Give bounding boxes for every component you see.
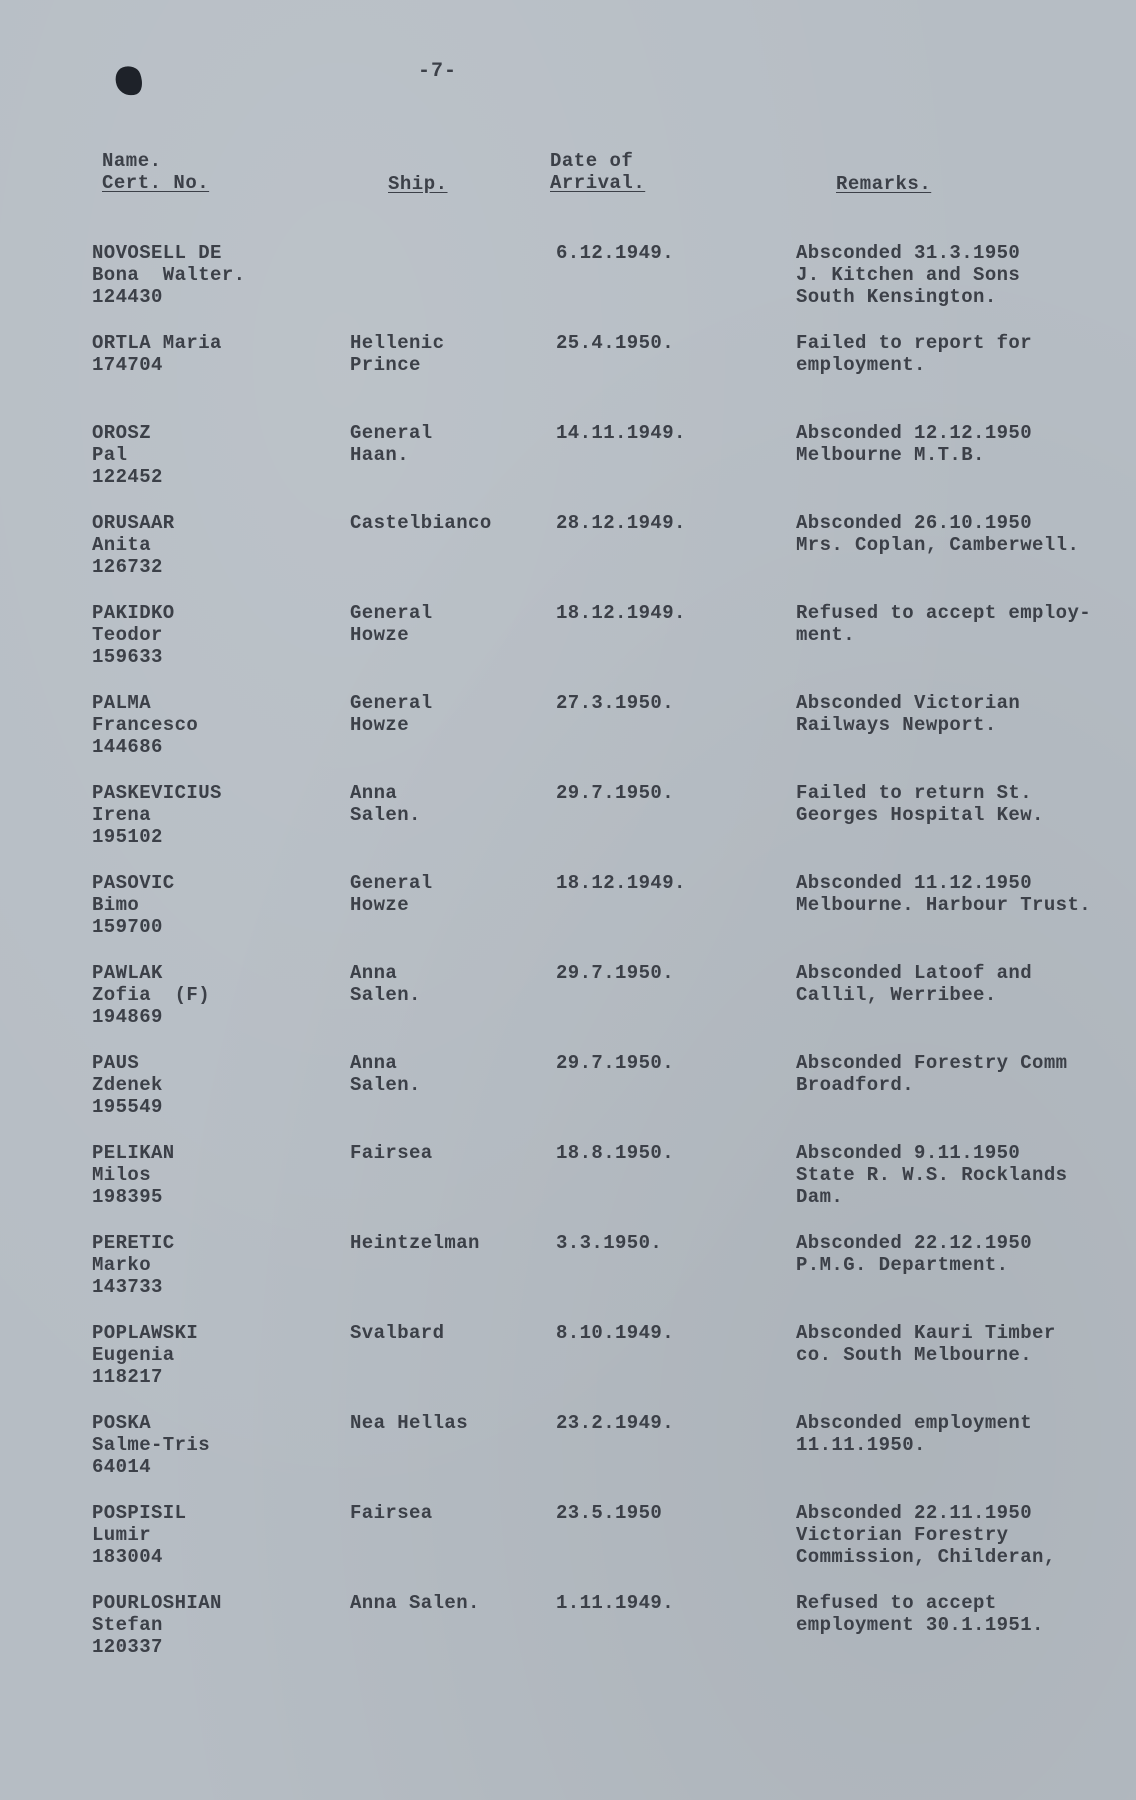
entry-remarks-line: Absconded 26.10.1950 — [796, 512, 1033, 534]
entry-name-cert-line: Anita — [92, 534, 152, 556]
entry-row — [0, 692, 1136, 782]
entry-remarks-line: Absconded Latoof and — [796, 962, 1033, 984]
entry-arrival-date: 8.10.1949. — [556, 1322, 675, 1344]
entry-row — [0, 1412, 1136, 1502]
entry-name-cert-line: PALMA — [92, 692, 152, 714]
header-ship-label: Ship. — [388, 173, 448, 195]
entry-remarks-line: Georges Hospital Kew. — [796, 804, 1044, 826]
entry-ship-line: Prince — [350, 354, 421, 376]
entry-remarks-line: employment 30.1.1951. — [796, 1614, 1044, 1636]
entry-remarks-line: Melbourne. Harbour Trust. — [796, 894, 1092, 916]
entry-name-cert-line: Milos — [92, 1164, 152, 1186]
entry-name-cert-line: Zofia (F) — [92, 984, 211, 1006]
entry-row — [0, 1322, 1136, 1412]
entry-remarks-line: Refused to accept — [796, 1592, 997, 1614]
entry-name-cert-line: 144686 — [92, 736, 163, 758]
entry-name-cert-line: POSPISIL — [92, 1502, 187, 1524]
entry-name-cert-line: Marko — [92, 1254, 152, 1276]
entry-name-cert-line: ORUSAAR — [92, 512, 175, 534]
entry-arrival-date: 28.12.1949. — [556, 512, 686, 534]
entry-row — [0, 1592, 1136, 1682]
entry-remarks — [796, 962, 1132, 1006]
entry-name-cert-line: 126732 — [92, 556, 163, 578]
header-arrival: Arrival. — [550, 172, 646, 194]
entry-ship-line: Salen. — [350, 804, 421, 826]
header-ship — [388, 173, 448, 195]
entry-arrival-date: 6.12.1949. — [556, 242, 675, 264]
entry-remarks-line: South Kensington. — [796, 286, 997, 308]
entry-ship-line: Salen. — [350, 984, 421, 1006]
entry-arrival-date: 27.3.1950. — [556, 692, 675, 714]
entry-remarks — [796, 1412, 1132, 1456]
entry-remarks-line: Failed to return St. — [796, 782, 1033, 804]
entry-row — [0, 962, 1136, 1052]
entry-remarks — [796, 1592, 1132, 1636]
entry-ship-line: Salen. — [350, 1074, 421, 1096]
entry-name-cert — [92, 1502, 332, 1568]
entry-name-cert-line: 194869 — [92, 1006, 163, 1028]
entry-name-cert-line: 195102 — [92, 826, 163, 848]
entry-ship-line: Nea Hellas — [350, 1412, 469, 1434]
entry-remarks-line: Absconded 31.3.1950 — [796, 242, 1021, 264]
entry-arrival-date: 29.7.1950. — [556, 1052, 675, 1074]
entry-ship-line: General — [350, 602, 433, 624]
entry-name-cert-line: POSKA — [92, 1412, 152, 1434]
entry-ship-line: Howze — [350, 894, 410, 916]
entry-ship-line: Haan. — [350, 444, 410, 466]
entry-ship — [350, 1052, 540, 1096]
entry-ship — [350, 962, 540, 1006]
entry-ship-line: Howze — [350, 624, 410, 646]
entry-ship-line: Howze — [350, 714, 410, 736]
entry-remarks-line: State R. W.S. Rocklands — [796, 1164, 1068, 1186]
entry-name-cert-line: PAUS — [92, 1052, 140, 1074]
entry-remarks-line: 11.11.1950. — [796, 1434, 926, 1456]
entry-remarks-line: J. Kitchen and Sons — [796, 264, 1021, 286]
entry-remarks-line: Absconded Kauri Timber — [796, 1322, 1056, 1344]
entry-remarks-line: Victorian Forestry — [796, 1524, 1009, 1546]
entry-ship-line: Castelbianco — [350, 512, 492, 534]
entry-name-cert-line: Lumir — [92, 1524, 152, 1546]
entry-name-cert — [92, 782, 332, 848]
entry-row — [0, 242, 1136, 332]
entry-row — [0, 872, 1136, 962]
entry-ship — [350, 1502, 540, 1524]
entry-name-cert — [92, 422, 332, 488]
entry-name-cert-line: 124430 — [92, 286, 163, 308]
entry-arrival-date: 29.7.1950. — [556, 962, 675, 984]
entry-ship-line: Svalbard — [350, 1322, 445, 1344]
entry-arrival-date: 25.4.1950. — [556, 332, 675, 354]
page-number: -7- — [418, 60, 458, 83]
entry-remarks-line: co. South Melbourne. — [796, 1344, 1033, 1366]
entry-name-cert-line: Bona Walter. — [92, 264, 246, 286]
entry-remarks-line: Railways Newport. — [796, 714, 997, 736]
entry-name-cert — [92, 1412, 332, 1478]
entry-name-cert-line: POPLAWSKI — [92, 1322, 199, 1344]
entry-row — [0, 1052, 1136, 1142]
entry-remarks-line: Broadford. — [796, 1074, 915, 1096]
entry-name-cert-line: OROSZ — [92, 422, 152, 444]
entry-remarks-line: ment. — [796, 624, 856, 646]
header-cert-no: Cert. No. — [102, 172, 210, 194]
entry-ship-line: Hellenic — [350, 332, 445, 354]
entry-remarks-line: Absconded 22.12.1950 — [796, 1232, 1033, 1254]
entry-ship — [350, 1592, 540, 1614]
entry-remarks — [796, 692, 1132, 736]
entry-name-cert-line: 120337 — [92, 1636, 163, 1658]
entry-name-cert-line: 198395 — [92, 1186, 163, 1208]
entry-remarks-line: Absconded 11.12.1950 — [796, 872, 1033, 894]
entry-name-cert-line: 195549 — [92, 1096, 163, 1118]
entry-arrival-date: 1.11.1949. — [556, 1592, 675, 1614]
entry-name-cert — [92, 962, 332, 1028]
entry-remarks — [796, 602, 1132, 646]
entry-name-cert — [92, 1052, 332, 1118]
entry-row — [0, 512, 1136, 602]
header-date-of: Date of — [550, 150, 634, 172]
entry-remarks-line: Commission, Childeran, — [796, 1546, 1056, 1568]
entry-arrival-date: 29.7.1950. — [556, 782, 675, 804]
entry-name-cert — [92, 692, 332, 758]
entry-name-cert-line: PAWLAK — [92, 962, 163, 984]
entry-name-cert-line: 143733 — [92, 1276, 163, 1298]
entry-name-cert — [92, 1142, 332, 1208]
entry-ship — [350, 1232, 540, 1254]
entry-name-cert-line: Stefan — [92, 1614, 163, 1636]
entry-ship-line: General — [350, 692, 433, 714]
header-remarks-label: Remarks. — [836, 173, 932, 195]
entry-remarks-line: Absconded Forestry Comm — [796, 1052, 1068, 1074]
header-name-cert — [102, 150, 209, 194]
entry-remarks — [796, 1322, 1132, 1366]
entry-ship — [350, 602, 540, 646]
entry-remarks-line: Absconded 22.11.1950 — [796, 1502, 1033, 1524]
entry-name-cert-line: Salme-Tris — [92, 1434, 211, 1456]
entry-ship — [350, 422, 540, 466]
entry-ship — [350, 872, 540, 916]
entry-ship-line: Heintzelman — [350, 1232, 480, 1254]
entry-name-cert-line: 118217 — [92, 1366, 163, 1388]
entry-row — [0, 1502, 1136, 1592]
entry-ship — [350, 1322, 540, 1344]
entry-ship-line: Anna — [350, 1052, 398, 1074]
entry-name-cert — [92, 1592, 332, 1658]
entry-ship — [350, 1412, 540, 1434]
entry-name-cert — [92, 512, 332, 578]
entry-name-cert — [92, 1322, 332, 1388]
entry-arrival-date: 18.12.1949. — [556, 602, 686, 624]
entry-name-cert — [92, 602, 332, 668]
entry-ship — [350, 512, 540, 534]
entry-name-cert-line: NOVOSELL DE — [92, 242, 222, 264]
entry-remarks — [796, 1052, 1132, 1096]
entry-name-cert-line: Pal — [92, 444, 128, 466]
entry-remarks — [796, 512, 1132, 556]
entry-remarks — [796, 242, 1132, 308]
entry-ship-line: Fairsea — [350, 1142, 433, 1164]
entry-name-cert-line: 159700 — [92, 916, 163, 938]
entry-ship-line: Anna Salen. — [350, 1592, 480, 1614]
entry-remarks-line: Refused to accept employ- — [796, 602, 1092, 624]
entry-remarks-line: Melbourne M.T.B. — [796, 444, 985, 466]
entry-name-cert-line: PASOVIC — [92, 872, 175, 894]
entry-remarks — [796, 782, 1132, 826]
entry-remarks-line: Callil, Werribee. — [796, 984, 997, 1006]
entry-remarks — [796, 1142, 1132, 1208]
entry-remarks-line: Dam. — [796, 1186, 844, 1208]
entry-name-cert-line: ORTLA Maria — [92, 332, 222, 354]
entry-remarks-line: Failed to report for — [796, 332, 1033, 354]
header-name: Name. — [102, 150, 162, 172]
entry-remarks-line: Absconded 9.11.1950 — [796, 1142, 1021, 1164]
entry-ship-line: General — [350, 422, 433, 444]
ink-blot-mark — [112, 62, 147, 99]
entry-arrival-date: 14.11.1949. — [556, 422, 686, 444]
entry-remarks — [796, 422, 1132, 466]
entry-remarks-line: Mrs. Coplan, Camberwell. — [796, 534, 1080, 556]
entry-row — [0, 332, 1136, 422]
entry-remarks — [796, 1502, 1132, 1568]
entry-arrival-date: 3.3.1950. — [556, 1232, 663, 1254]
entry-row — [0, 782, 1136, 872]
entry-ship — [350, 332, 540, 376]
entry-ship-line: Anna — [350, 782, 398, 804]
entry-ship — [350, 692, 540, 736]
entry-name-cert-line: 174704 — [92, 354, 163, 376]
entry-remarks-line: Absconded Victorian — [796, 692, 1021, 714]
entry-row — [0, 1232, 1136, 1322]
entry-remarks-line: employment. — [796, 354, 926, 376]
entry-arrival-date: 23.5.1950 — [556, 1502, 663, 1524]
entry-name-cert — [92, 332, 332, 376]
header-remarks — [836, 173, 931, 195]
header-date-of-arrival — [550, 150, 645, 194]
entry-ship — [350, 1142, 540, 1164]
entry-name-cert-line: Francesco — [92, 714, 199, 736]
entry-name-cert-line: PELIKAN — [92, 1142, 175, 1164]
entry-name-cert-line: Irena — [92, 804, 152, 826]
entry-remarks — [796, 332, 1132, 376]
entry-name-cert-line: Eugenia — [92, 1344, 175, 1366]
entry-remarks — [796, 872, 1132, 916]
entry-ship-line: General — [350, 872, 433, 894]
entry-row — [0, 422, 1136, 512]
entry-name-cert-line: Teodor — [92, 624, 163, 646]
entry-name-cert-line: PAKIDKO — [92, 602, 175, 624]
entry-ship-line: Fairsea — [350, 1502, 433, 1524]
entry-remarks-line: Absconded employment — [796, 1412, 1033, 1434]
entry-name-cert — [92, 1232, 332, 1298]
entry-ship — [350, 782, 540, 826]
entry-remarks — [796, 1232, 1132, 1276]
entry-arrival-date: 18.8.1950. — [556, 1142, 675, 1164]
entry-name-cert-line: 64014 — [92, 1456, 152, 1478]
entry-arrival-date: 23.2.1949. — [556, 1412, 675, 1434]
entry-name-cert-line: 122452 — [92, 466, 163, 488]
entry-arrival-date: 18.12.1949. — [556, 872, 686, 894]
entry-name-cert-line: PERETIC — [92, 1232, 175, 1254]
entry-row — [0, 602, 1136, 692]
entry-remarks-line: P.M.G. Department. — [796, 1254, 1009, 1276]
entry-name-cert-line: Bimo — [92, 894, 140, 916]
entry-name-cert-line: 183004 — [92, 1546, 163, 1568]
entry-name-cert — [92, 872, 332, 938]
entry-name-cert — [92, 242, 332, 308]
entry-ship-line: Anna — [350, 962, 398, 984]
entry-name-cert-line: Zdenek — [92, 1074, 163, 1096]
entry-remarks-line: Absconded 12.12.1950 — [796, 422, 1033, 444]
entry-name-cert-line: POURLOSHIAN — [92, 1592, 222, 1614]
entry-name-cert-line: PASKEVICIUS — [92, 782, 222, 804]
entry-row — [0, 1142, 1136, 1232]
entry-name-cert-line: 159633 — [92, 646, 163, 668]
